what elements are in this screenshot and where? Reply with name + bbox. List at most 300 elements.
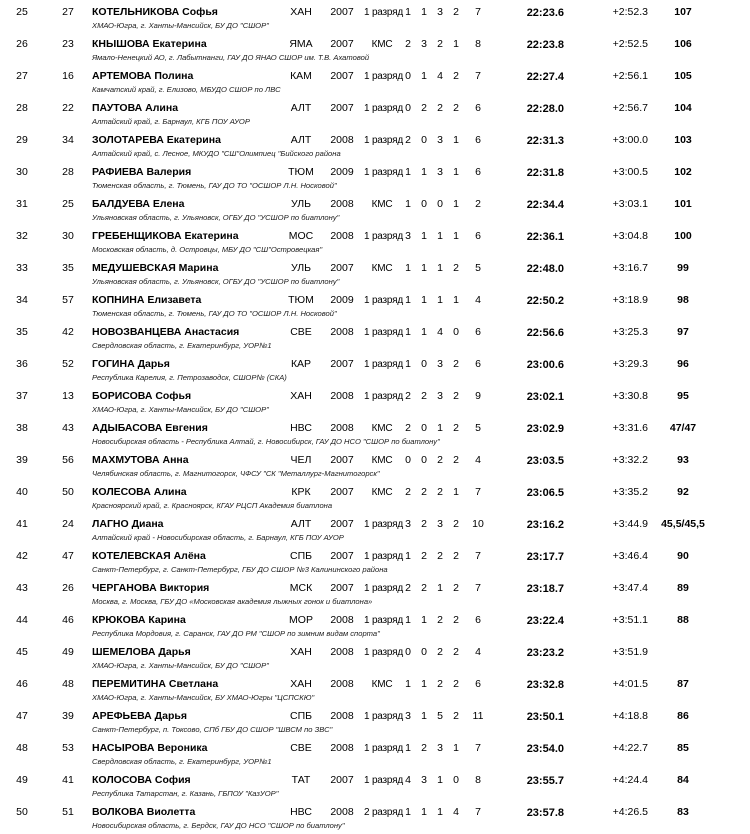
- place-rank: 40: [16, 486, 28, 498]
- result-time: 23:18.7: [526, 583, 564, 595]
- time-behind: +3:47.4: [612, 582, 648, 594]
- region-code: НВС: [290, 422, 312, 434]
- birth-year: 2008: [330, 390, 354, 402]
- shooting-3: 1: [437, 262, 443, 274]
- shooting-3: 2: [437, 454, 443, 466]
- athlete-club: Ульяновская область, г. Ульяновск, ОГБУ ДО "УСШОР по биатлону": [92, 212, 340, 222]
- sport-rank: 1 разряд: [364, 775, 404, 786]
- bib-number: 48: [62, 678, 74, 690]
- shooting-2: 1: [421, 262, 427, 274]
- birth-year: 2008: [330, 678, 354, 690]
- bib-number: 26: [62, 582, 74, 594]
- place-rank: 37: [16, 390, 28, 402]
- athlete-club: Свердловская область, г. Екатеринбург, УОР№1: [92, 340, 272, 350]
- shooting-4: 0: [453, 774, 459, 786]
- total-misses: 7: [475, 742, 481, 754]
- athlete-club: Камчатский край, г. Елизово, МБУДО СШОР по ЛВС: [92, 84, 281, 94]
- shooting-3: 4: [437, 70, 443, 82]
- athlete-name: ЧЕРГАНОВА Виктория: [92, 582, 210, 594]
- bib-number: 28: [62, 166, 74, 178]
- region-code: ТЮМ: [288, 294, 314, 306]
- cup-points: 106: [674, 38, 692, 50]
- table-row: [0, 226, 750, 258]
- shooting-3: 3: [437, 134, 443, 146]
- birth-year: 2007: [330, 102, 354, 114]
- result-time: 22:56.6: [526, 327, 564, 339]
- athlete-club: Алтайский край, г. Барнаул, КГБ ПОУ АУОР: [92, 116, 250, 126]
- athlete-club: Алтайский край - Новосибирская область, г. Барнаул, КГБ ПОУ АУОР: [92, 532, 344, 542]
- cup-points: 92: [677, 486, 689, 498]
- table-row: [0, 738, 750, 770]
- time-behind: +3:25.3: [612, 326, 648, 338]
- place-rank: 48: [16, 742, 28, 754]
- time-behind: +3:00.5: [612, 166, 648, 178]
- total-misses: 7: [475, 6, 481, 18]
- cup-points: 103: [674, 134, 692, 146]
- place-rank: 49: [16, 774, 28, 786]
- table-row: [0, 514, 750, 546]
- shooting-2: 1: [421, 710, 427, 722]
- bib-number: 49: [62, 646, 74, 658]
- time-behind: +2:52.3: [612, 6, 648, 18]
- athlete-club: Ямало-Ненецкий АО, г. Лабытнанги, ГАУ ДО ЯНАО СШОР им. Т.В. Ахатовой: [92, 52, 370, 62]
- total-misses: 6: [475, 678, 481, 690]
- shooting-2: 2: [421, 582, 427, 594]
- cup-points: 90: [677, 550, 689, 562]
- shooting-3: 3: [437, 390, 443, 402]
- shooting-3: 2: [437, 614, 443, 626]
- shooting-3: 3: [437, 358, 443, 370]
- shooting-1: 0: [405, 102, 411, 114]
- place-rank: 32: [16, 230, 28, 242]
- birth-year: 2008: [330, 198, 354, 210]
- sport-rank: 1 разряд: [364, 711, 404, 722]
- bib-number: 52: [62, 358, 74, 370]
- sport-rank: КМС: [371, 487, 393, 498]
- table-row: [0, 418, 750, 450]
- athlete-cell: [92, 674, 315, 702]
- bib-number: 27: [62, 6, 74, 18]
- table-row: [0, 162, 750, 194]
- shooting-3: 2: [437, 38, 443, 50]
- shooting-3: 3: [437, 518, 443, 530]
- time-behind: +3:32.2: [612, 454, 648, 466]
- region-code: ТАТ: [291, 774, 311, 786]
- shooting-1: 0: [405, 646, 411, 658]
- result-time: 22:23.6: [526, 7, 564, 19]
- athlete-club: Новосибирская область - Республика Алтай, г. Новосибирск, ГАУ ДО НСО "СШОР по биатлону": [92, 436, 440, 446]
- sport-rank: 1 разряд: [364, 71, 404, 82]
- time-behind: +3:51.1: [612, 614, 648, 626]
- result-time: 22:50.2: [526, 295, 564, 307]
- athlete-name: КОТЕЛЬНИКОВА Софья: [92, 6, 218, 18]
- time-behind: +3:35.2: [612, 486, 648, 498]
- shooting-3: 0: [437, 198, 443, 210]
- time-behind: +3:51.9: [612, 646, 648, 658]
- bib-number: 53: [62, 742, 74, 754]
- time-behind: +2:52.5: [612, 38, 648, 50]
- athlete-name: КОЛЕСОВА Алина: [92, 486, 187, 498]
- athlete-club: Ульяновская область, г. Ульяновск, ОГБУ ДО "УСШОР по биатлону": [92, 276, 340, 286]
- athlete-name: БАЛДУЕВА Елена: [92, 198, 185, 210]
- sport-rank: 1 разряд: [364, 551, 404, 562]
- place-rank: 50: [16, 806, 28, 818]
- shooting-2: 1: [421, 614, 427, 626]
- athlete-name: АРЕФЬЕВА Дарья: [92, 710, 187, 722]
- time-behind: +3:03.1: [612, 198, 648, 210]
- place-rank: 47: [16, 710, 28, 722]
- birth-year: 2008: [330, 614, 354, 626]
- region-code: МОС: [288, 230, 314, 242]
- athlete-name: ГРЕБЕНЩИКОВА Екатерина: [92, 230, 239, 242]
- athlete-club: Челябинская область, г. Магнитогорск, ЧФСУ "СК "Металлург-Магнитогорск": [92, 468, 380, 478]
- birth-year: 2007: [330, 550, 354, 562]
- sport-rank: 1 разряд: [364, 359, 404, 370]
- sport-rank: 1 разряд: [364, 327, 404, 338]
- shooting-3: 3: [437, 742, 443, 754]
- total-misses: 7: [475, 582, 481, 594]
- shooting-2: 0: [421, 198, 427, 210]
- athlete-cell: [92, 226, 323, 254]
- table-row: [0, 66, 750, 98]
- shooting-2: 2: [421, 550, 427, 562]
- shooting-3: 1: [437, 294, 443, 306]
- shooting-1: 1: [405, 326, 411, 338]
- bib-number: 57: [62, 294, 74, 306]
- total-misses: 6: [475, 614, 481, 626]
- time-behind: +3:29.3: [612, 358, 648, 370]
- cup-points: 93: [677, 454, 689, 466]
- time-behind: +3:00.0: [612, 134, 648, 146]
- cup-points: 105: [674, 70, 692, 82]
- region-code: КАМ: [290, 70, 312, 82]
- shooting-4: 2: [453, 454, 459, 466]
- place-rank: 25: [16, 6, 28, 18]
- athlete-cell: [92, 98, 282, 125]
- total-misses: 4: [475, 646, 481, 658]
- result-time: 22:23.8: [526, 39, 564, 51]
- bib-number: 25: [62, 198, 74, 210]
- region-code: УЛЬ: [290, 262, 312, 274]
- table-row: [0, 130, 750, 162]
- result-time: 23:23.2: [526, 647, 564, 659]
- time-behind: +4:18.8: [612, 710, 648, 722]
- table-row: [0, 450, 750, 482]
- table-row: [0, 642, 750, 674]
- shooting-1: 2: [405, 486, 411, 498]
- cup-points: 100: [674, 230, 692, 242]
- bib-number: 16: [62, 70, 74, 82]
- athlete-name: ВОЛКОВА Виолетта: [92, 806, 196, 818]
- bib-number: 43: [62, 422, 74, 434]
- cup-points: 102: [674, 166, 692, 178]
- result-time: 23:16.2: [526, 519, 564, 531]
- athlete-name: МАХМУТОВА Анна: [92, 454, 189, 466]
- athlete-name: АРТЕМОВА Полина: [92, 70, 194, 82]
- total-misses: 6: [475, 358, 481, 370]
- place-rank: 39: [16, 454, 28, 466]
- place-rank: 45: [16, 646, 28, 658]
- athlete-name: БОРИСОВА Софья: [92, 390, 192, 402]
- birth-year: 2007: [330, 70, 354, 82]
- table-row: [0, 354, 750, 386]
- region-code: ХАН: [290, 6, 312, 18]
- table-row: [0, 34, 750, 66]
- sport-rank: 1 разряд: [364, 647, 404, 658]
- athlete-cell: [92, 194, 340, 222]
- birth-year: 2007: [330, 518, 354, 530]
- shooting-1: 3: [405, 518, 411, 530]
- athlete-cell: [92, 66, 282, 93]
- cup-points: 104: [674, 102, 692, 114]
- result-time: 22:27.4: [526, 71, 564, 83]
- cup-points: 96: [677, 358, 689, 370]
- shooting-1: 2: [405, 38, 411, 50]
- shooting-3: 3: [437, 166, 443, 178]
- shooting-2: 0: [421, 134, 427, 146]
- region-code: СПБ: [289, 550, 313, 562]
- shooting-3: 2: [437, 550, 443, 562]
- athlete-cell: [92, 706, 333, 734]
- birth-year: 2007: [330, 454, 354, 466]
- result-time: 23:22.4: [526, 615, 564, 627]
- result-time: 22:28.0: [526, 103, 564, 115]
- time-behind: +4:24.4: [612, 774, 648, 786]
- athlete-name: МЕДУШЕВСКАЯ Марина: [92, 262, 219, 274]
- athlete-club: Санкт-Петербург, п. Токсово, СПб ГБУ ДО СШОР "ШВСМ по ЗВС": [92, 724, 333, 734]
- athlete-club: ХМАО-Югра, г. Ханты-Мансийск, БУ ДО "СШОР": [92, 404, 269, 414]
- region-code: СПБ: [289, 710, 313, 722]
- shooting-3: 1: [437, 582, 443, 594]
- bib-number: 51: [62, 806, 74, 818]
- shooting-2: 2: [421, 102, 427, 114]
- time-behind: +3:30.8: [612, 390, 648, 402]
- shooting-1: 4: [405, 774, 411, 786]
- total-misses: 6: [475, 230, 481, 242]
- shooting-4: 2: [453, 6, 459, 18]
- table-row: [0, 290, 750, 322]
- sport-rank: 1 разряд: [364, 391, 404, 402]
- birth-year: 2007: [330, 582, 354, 594]
- shooting-4: 2: [453, 710, 459, 722]
- shooting-2: 2: [421, 518, 427, 530]
- result-time: 23:00.6: [526, 359, 564, 371]
- table-row: [0, 258, 750, 290]
- shooting-1: 1: [405, 358, 411, 370]
- shooting-1: 2: [405, 422, 411, 434]
- birth-year: 2008: [330, 134, 354, 146]
- table-row: [0, 802, 750, 834]
- cup-points: 107: [674, 6, 692, 18]
- table-row: [0, 98, 750, 130]
- region-code: НВС: [290, 806, 312, 818]
- result-time: 23:02.9: [526, 423, 564, 435]
- place-rank: 44: [16, 614, 28, 626]
- sport-rank: 1 разряд: [364, 103, 404, 114]
- shooting-4: 4: [453, 806, 459, 818]
- athlete-club: Свердловская область, г. Екатеринбург, УОР№1: [92, 756, 272, 766]
- total-misses: 7: [475, 806, 481, 818]
- bib-number: 24: [62, 518, 74, 530]
- birth-year: 2008: [330, 710, 354, 722]
- bib-number: 23: [62, 38, 74, 50]
- shooting-4: 2: [453, 262, 459, 274]
- time-behind: +4:22.7: [612, 742, 648, 754]
- athlete-cell: [92, 258, 340, 286]
- shooting-3: 2: [437, 102, 443, 114]
- result-time: 23:32.8: [526, 679, 564, 691]
- birth-year: 2008: [330, 326, 354, 338]
- table-row: [0, 194, 750, 226]
- bib-number: 42: [62, 326, 74, 338]
- region-code: МСК: [289, 582, 313, 594]
- region-code: АЛТ: [290, 518, 312, 530]
- shooting-4: 1: [453, 742, 459, 754]
- shooting-4: 2: [453, 614, 459, 626]
- athlete-club: Московская область, д. Островцы, МБУ ДО "СШ"Островецкая": [92, 244, 323, 254]
- cup-points: [652, 642, 714, 647]
- place-rank: 28: [16, 102, 28, 114]
- cup-points: 99: [677, 262, 689, 274]
- athlete-club: Республика Мордовия, г. Саранск, ГАУ ДО РМ "СШОР по зимним видам спорта": [92, 628, 380, 638]
- athlete-cell: [92, 386, 282, 413]
- shooting-3: 3: [437, 6, 443, 18]
- shooting-3: 1: [437, 230, 443, 242]
- total-misses: 7: [475, 486, 481, 498]
- athlete-name: КОПНИНА Елизавета: [92, 294, 202, 306]
- birth-year: 2007: [330, 486, 354, 498]
- table-row: [0, 546, 750, 578]
- birth-year: 2008: [330, 806, 354, 818]
- shooting-3: 1: [437, 774, 443, 786]
- total-misses: 4: [475, 454, 481, 466]
- shooting-4: 2: [453, 518, 459, 530]
- place-rank: 26: [16, 38, 28, 50]
- athlete-name: ЛАГНО Диана: [92, 518, 164, 530]
- region-code: ХАН: [290, 646, 312, 658]
- sport-rank: 1 разряд: [364, 7, 404, 18]
- total-misses: 7: [475, 70, 481, 82]
- cup-points: 101: [674, 198, 692, 210]
- sport-rank: КМС: [371, 199, 393, 210]
- shooting-2: 1: [421, 806, 427, 818]
- total-misses: 5: [475, 262, 481, 274]
- sport-rank: КМС: [371, 455, 393, 466]
- cup-points: 95: [677, 390, 689, 402]
- athlete-club: Тюменская область, г. Тюмень, ГАУ ДО ТО "ОСШОР Л.Н. Носковой": [92, 308, 337, 318]
- athlete-cell: [92, 290, 337, 318]
- athlete-club: Республика Татарстан, г. Казань, ГБПОУ "КазУОР": [92, 788, 279, 798]
- shooting-3: 1: [437, 806, 443, 818]
- bib-number: 56: [62, 454, 74, 466]
- birth-year: 2009: [330, 294, 354, 306]
- place-rank: 33: [16, 262, 28, 274]
- table-row: [0, 578, 750, 610]
- shooting-1: 3: [405, 230, 411, 242]
- athlete-name: НОВОЗВАНЦЕВА Анастасия: [92, 326, 240, 338]
- table-row: [0, 2, 750, 34]
- athlete-club: Тюменская область, г. Тюмень, ГАУ ДО ТО "ОСШОР Л.Н. Носковой": [92, 180, 337, 190]
- sport-rank: КМС: [371, 39, 393, 50]
- bib-number: 39: [62, 710, 74, 722]
- shooting-1: 1: [405, 742, 411, 754]
- cup-points: 83: [677, 806, 689, 818]
- region-code: ТЮМ: [288, 166, 314, 178]
- athlete-cell: [92, 322, 282, 349]
- shooting-2: 0: [421, 454, 427, 466]
- result-time: 22:34.4: [526, 199, 564, 211]
- athlete-name: КОТЕЛЕВСКАЯ Алёна: [92, 550, 206, 562]
- athlete-name: НАСЫРОВА Вероника: [92, 742, 208, 754]
- shooting-2: 1: [421, 294, 427, 306]
- birth-year: 2007: [330, 6, 354, 18]
- time-behind: +3:44.9: [612, 518, 648, 530]
- bib-number: 47: [62, 550, 74, 562]
- shooting-4: 2: [453, 550, 459, 562]
- shooting-4: 2: [453, 646, 459, 658]
- cup-points: 86: [677, 710, 689, 722]
- table-row: [0, 706, 750, 738]
- total-misses: 6: [475, 102, 481, 114]
- region-code: ЯМА: [289, 38, 313, 50]
- cup-points: 85: [677, 742, 689, 754]
- region-code: ХАН: [290, 390, 312, 402]
- result-time: 22:48.0: [526, 263, 564, 275]
- athlete-name: ЗОЛОТАРЕВА Екатерина: [92, 134, 221, 146]
- region-code: СВЕ: [290, 326, 312, 338]
- shooting-2: 2: [421, 742, 427, 754]
- athlete-cell: [92, 354, 287, 382]
- bib-number: 22: [62, 102, 74, 114]
- athlete-club: Алтайский край, с. Лесное, МКУДО "СШ"Олимпиец "Бийского района: [92, 148, 341, 158]
- athlete-club: ХМАО-Югра, г. Ханты-Мансийск, БУ ХМАО-Югры "ЦСПСКЮ": [92, 692, 315, 702]
- shooting-2: 3: [421, 38, 427, 50]
- athlete-name: АДЫБАСОВА Евгения: [92, 422, 208, 434]
- sport-rank: 1 разряд: [364, 231, 404, 242]
- athlete-cell: [92, 162, 337, 190]
- athlete-cell: [92, 2, 282, 29]
- place-rank: 43: [16, 582, 28, 594]
- total-misses: 8: [475, 38, 481, 50]
- bib-number: 34: [62, 134, 74, 146]
- shooting-1: 1: [405, 614, 411, 626]
- total-misses: 8: [475, 774, 481, 786]
- table-row: [0, 770, 750, 802]
- total-misses: 6: [475, 166, 481, 178]
- birth-year: 2007: [330, 38, 354, 50]
- result-time: 23:06.5: [526, 487, 564, 499]
- shooting-3: 5: [437, 710, 443, 722]
- place-rank: 29: [16, 134, 28, 146]
- birth-year: 2007: [330, 774, 354, 786]
- shooting-4: 2: [453, 422, 459, 434]
- time-behind: +2:56.7: [612, 102, 648, 114]
- time-behind: +3:16.7: [612, 262, 648, 274]
- shooting-1: 0: [405, 70, 411, 82]
- shooting-4: 2: [453, 70, 459, 82]
- result-time: 23:55.7: [526, 775, 564, 787]
- athlete-club: ХМАО-Югра, г. Ханты-Мансийск, БУ ДО "СШОР": [92, 660, 269, 670]
- sport-rank: 1 разряд: [364, 615, 404, 626]
- total-misses: 9: [475, 390, 481, 402]
- table-row: [0, 322, 750, 354]
- region-code: МОР: [289, 614, 313, 626]
- birth-year: 2007: [330, 262, 354, 274]
- shooting-1: 1: [405, 198, 411, 210]
- region-code: КАР: [290, 358, 312, 370]
- shooting-2: 2: [421, 486, 427, 498]
- shooting-1: 1: [405, 262, 411, 274]
